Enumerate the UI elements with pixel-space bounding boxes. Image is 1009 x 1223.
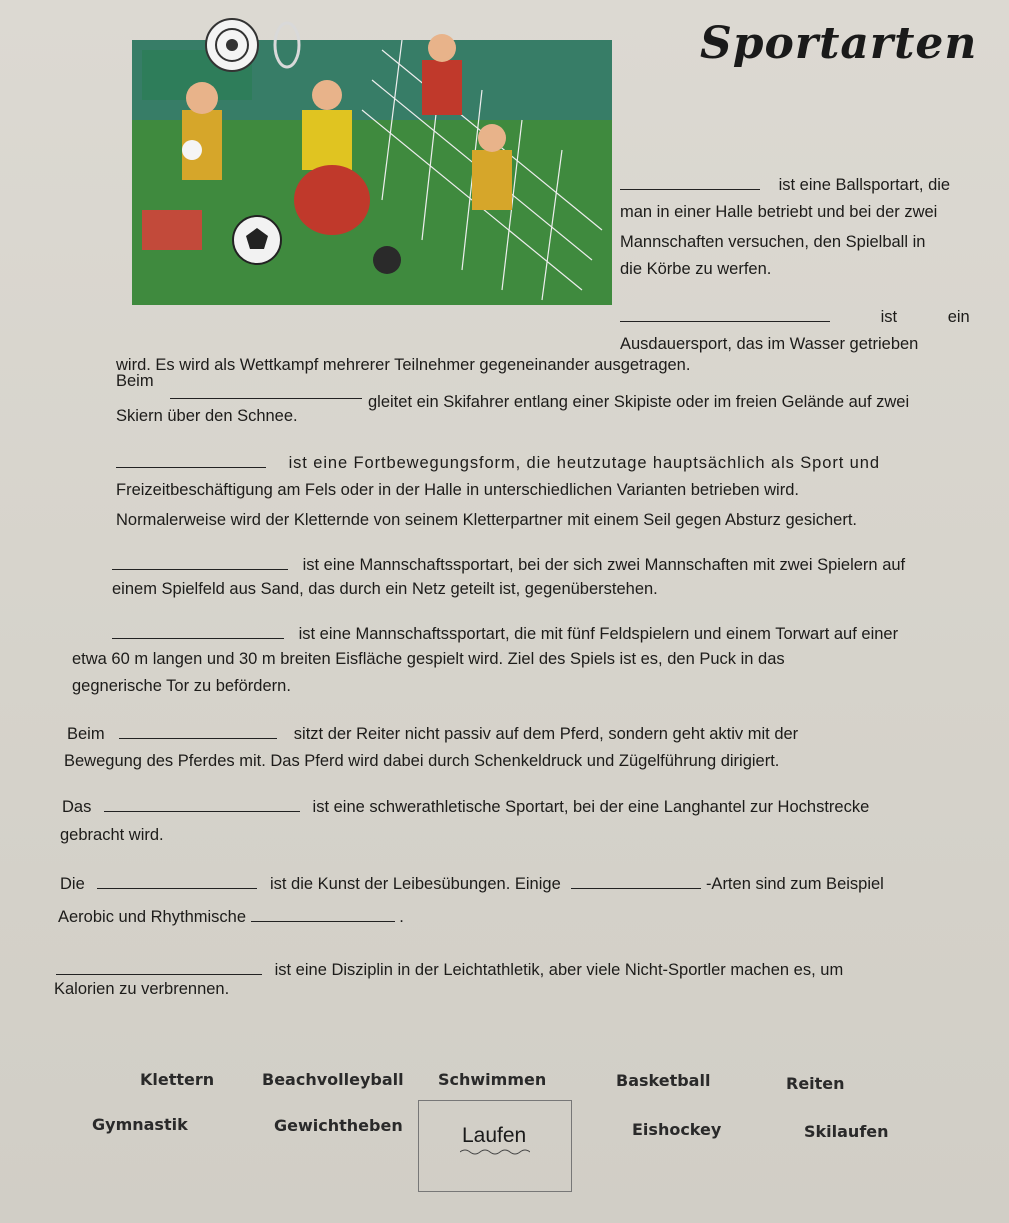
exercise-klettern-line1: ist eine Fortbewegungsform, die heutzutage hauptsächlich als Sport und: [116, 451, 880, 473]
word-schwimmen[interactable]: Schwimmen: [438, 1070, 547, 1089]
worksheet: Sportarten ist eine Ballsportart, die man in einer Halle betriebt und bei der zwei Mannschaften versuchen, den Spielball in die Körbe zu werfen. ist ein Ausdauersport, das im Wasser getrieben wird. Es wird als Wettkampf mehrerer Teilnehmer gegeneinander ausgetragen. Beim gleitet ein Skifahrer entlang einer Skipiste oder im freien Gelände auf zwei Skiern über den Schnee. ist eine Fortbewegungsform, die heutzutage hauptsächlich als Sport und Freizeitbeschäftigung am Fels oder in der Halle in unterschiedlichen Varianten betrieben wird. Normalerweise wird der Kletternde von seinem Kletterpartner mit einem Seil gegen Absturz gesichert. ist eine Mannschaftssportart, bei der sich zwei Mannschaften mit zwei Spielern auf einem Spielfeld aus Sand, das durch ein Netz geteilt ist, gegenüberstehen. ist eine Mannschaftssportart, die mit fünf Feldspielern und einem Torwart auf einer etwa 60 m langen und 30 m breiten Eisfläche gespielt wird. Ziel des Spiels ist es, den Puck in das gegnerische Tor zu befördern. Beim sitzt der Reiter nicht passiv auf dem Pferd, sondern geht aktiv mit der Bewegung des Pferdes mit. Das Pferd wird dabei durch Schenkeldruck und Zügelführung dirigiert. Das ist eine schwerathletische Sportart, bei der eine Langhantel zur Hochstrecke gebracht wird. Die ist die Kunst der Leibesübungen. Einige -Arten sind zum Beispiel Aerobic und Rhythmische . ist eine Disziplin in der Leichtathletik, aber viele Nicht-Sportler machen es, um Kalorien zu verbrennen. Klettern Beachvolleyball Schwimmen Basketball Reiten Gymnastik Gewichtheben Eishockey Skilaufen Laufen: [0, 0, 1009, 1223]
word-beachvolleyball[interactable]: Beachvolleyball: [262, 1070, 404, 1089]
exercise-reiten-line1: Beim sitzt der Reiter nicht passiv auf dem Pferd, sondern geht aktiv mit der: [67, 722, 798, 744]
exercise-beachvolleyball-line1: ist eine Mannschaftssportart, bei der sich zwei Mannschaften mit zwei Spielern auf: [112, 553, 905, 575]
word-laufen[interactable]: Laufen: [462, 1124, 527, 1147]
exercise-gymnastik-line1: Die ist die Kunst der Leibesübungen. Einige -Arten sind zum Beispiel: [60, 872, 884, 894]
answer-blank[interactable]: [104, 795, 300, 812]
heart-mascot: [294, 165, 370, 235]
answer-blank[interactable]: [56, 958, 262, 975]
answer-blank[interactable]: [170, 382, 362, 399]
word-gymnastik[interactable]: Gymnastik: [92, 1115, 188, 1134]
player-head: [186, 82, 218, 114]
word-klettern[interactable]: Klettern: [140, 1070, 215, 1089]
handwritten-underline: [460, 1148, 530, 1156]
word-skilaufen[interactable]: Skilaufen: [804, 1122, 889, 1141]
answer-blank[interactable]: [116, 451, 266, 468]
exercise-eishockey-line1: ist eine Mannschaftssportart, die mit fünf Feldspielern und einem Torwart auf einer: [112, 622, 898, 644]
exercise-laufen-line1: ist eine Disziplin in der Leichtathletik, aber viele Nicht-Sportler machen es, um: [56, 958, 843, 980]
answer-blank[interactable]: [119, 722, 277, 739]
sports-illustration: [132, 0, 622, 310]
page-title: Sportarten: [700, 18, 978, 69]
answer-blank[interactable]: [620, 305, 830, 322]
exercise-gymnastik-line2: Aerobic und Rhythmische .: [58, 905, 404, 927]
exercise-schwimmen-line1: ist ein: [620, 305, 970, 327]
word-eishockey[interactable]: Eishockey: [632, 1120, 722, 1139]
exercise-skilaufen-line1: Beim: [116, 372, 154, 390]
answer-blank[interactable]: [571, 872, 701, 889]
exercise-basketball-line1: ist eine Ballsportart, die: [620, 173, 950, 195]
answer-blank[interactable]: [112, 622, 284, 639]
answer-blank[interactable]: [251, 905, 395, 922]
word-gewichtheben[interactable]: Gewichtheben: [274, 1116, 403, 1135]
word-basketball[interactable]: Basketball: [616, 1071, 711, 1090]
word-reiten[interactable]: Reiten: [786, 1074, 845, 1093]
answer-blank[interactable]: [97, 872, 257, 889]
answer-blank[interactable]: [112, 553, 288, 570]
answer-blank[interactable]: [620, 173, 760, 190]
exercise-gewichtheben-line1: Das ist eine schwerathletische Sportart, bei der eine Langhantel zur Hochstrecke: [62, 795, 869, 817]
